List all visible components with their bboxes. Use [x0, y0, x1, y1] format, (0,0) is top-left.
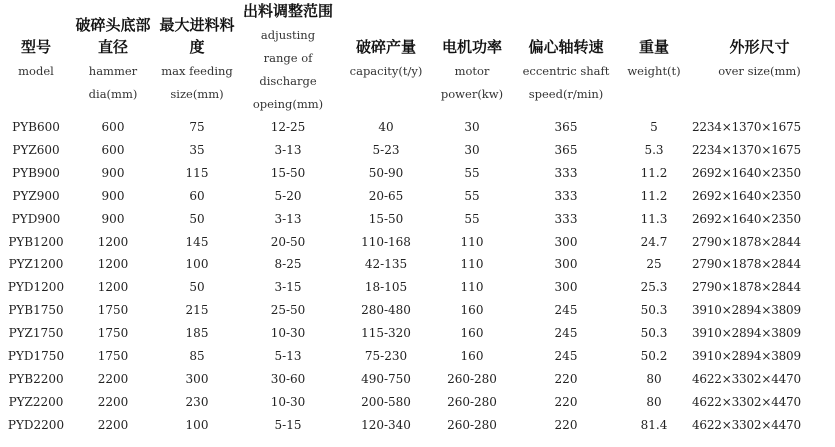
cell-max-feeding: 60	[189, 188, 205, 203]
cell-hammer-dia: 1750	[97, 303, 129, 318]
cell-hammer-dia: 1750	[97, 349, 129, 364]
cell-shaft-speed: 365	[554, 142, 578, 157]
cell-model: PYB1200	[8, 234, 64, 249]
table-row	[0, 208, 835, 231]
header-motor-power-en: motor power(kw)	[440, 64, 504, 101]
cell-shaft-speed: 333	[554, 211, 578, 226]
cell-discharge-range: 3-13	[274, 211, 302, 226]
cell-model: PYD1200	[7, 280, 65, 295]
cell-model: PYZ600	[12, 142, 60, 157]
cell-max-feeding: 215	[185, 303, 209, 318]
table-row	[0, 276, 835, 299]
header-weight-en: weight(t)	[627, 64, 681, 78]
cell-motor-power: 30	[464, 142, 480, 157]
cell-max-feeding: 50	[189, 211, 205, 226]
cell-discharge-range: 20-50	[270, 234, 306, 249]
cell-capacity: 15-50	[368, 211, 404, 226]
cell-motor-power: 110	[460, 234, 484, 249]
cell-weight: 80	[646, 371, 662, 386]
cell-motor-power: 55	[464, 165, 480, 180]
cell-max-feeding: 35	[189, 142, 205, 157]
cell-max-feeding: 85	[189, 349, 205, 364]
table-row	[0, 139, 835, 162]
cell-model: PYB2200	[8, 371, 64, 386]
cell-hammer-dia: 1750	[97, 326, 129, 341]
cell-discharge-range: 10-30	[270, 326, 306, 341]
header-max-feeding-cn: 最大进料料 度	[159, 16, 235, 56]
cell-shaft-speed: 300	[554, 280, 578, 295]
cell-hammer-dia: 2200	[97, 394, 129, 409]
cell-over-size: 2692×1640×2350	[692, 211, 801, 226]
cell-over-size: 2234×1370×1675	[692, 120, 801, 134]
cell-model: PYZ1200	[8, 257, 64, 272]
cell-capacity: 20-65	[368, 188, 404, 203]
cell-weight: 80	[646, 394, 662, 409]
cell-weight: 81.4	[640, 417, 668, 432]
header-capacity-cn: 破碎产量	[355, 38, 416, 56]
header-model-en: model	[18, 64, 54, 78]
cell-capacity: 490-750	[361, 371, 411, 386]
header-hammer-dia-cn: 破碎头底部 直径	[75, 16, 151, 56]
cell-model: PYZ1750	[8, 326, 64, 341]
table-row	[0, 162, 835, 185]
cell-over-size: 4622×3302×4470	[692, 394, 801, 409]
cell-max-feeding: 115	[185, 165, 209, 180]
cell-shaft-speed: 300	[554, 234, 578, 249]
cell-discharge-range: 15-50	[270, 165, 306, 180]
cell-max-feeding: 75	[189, 120, 205, 134]
cell-model: PYZ2200	[8, 394, 64, 409]
cell-capacity: 200-580	[361, 394, 411, 409]
cell-weight: 50.3	[640, 326, 668, 341]
cell-hammer-dia: 2200	[97, 371, 129, 386]
header-capacity-en: capacity(t/y)	[349, 64, 423, 78]
cell-shaft-speed: 245	[554, 326, 578, 341]
header-discharge-range	[240, 0, 336, 116]
table-row	[0, 299, 835, 322]
header-capacity	[336, 0, 436, 116]
cell-weight: 25	[646, 257, 662, 272]
cell-capacity: 75-230	[364, 349, 408, 364]
cell-hammer-dia: 900	[101, 211, 125, 226]
cell-motor-power: 260-280	[447, 394, 497, 409]
cell-discharge-range: 5-13	[274, 349, 302, 364]
header-over-size-cn: 外形尺寸	[729, 38, 790, 56]
cell-over-size: 2234×1370×1675	[692, 142, 801, 157]
cell-hammer-dia: 1200	[97, 257, 129, 272]
cell-shaft-speed: 245	[554, 349, 578, 364]
cell-max-feeding: 230	[185, 394, 209, 409]
cell-shaft-speed: 220	[554, 394, 578, 409]
table-row	[0, 345, 835, 368]
cell-motor-power: 160	[460, 349, 484, 364]
header-discharge-range-en: adjusting range of discharge opeing(mm)	[252, 28, 324, 111]
spec-table-body	[0, 116, 835, 437]
header-shaft-speed-cn: 偏心轴转速	[528, 38, 604, 56]
header-max-feeding-en: max feeding size(mm)	[161, 64, 233, 101]
cell-shaft-speed: 333	[554, 188, 578, 203]
cell-over-size: 3910×2894×3809	[692, 349, 801, 364]
table-row	[0, 116, 835, 139]
cell-over-size: 3910×2894×3809	[692, 303, 801, 318]
cell-capacity: 115-320	[361, 326, 411, 341]
cell-weight: 50.2	[640, 349, 668, 364]
cell-discharge-range: 12-25	[270, 120, 306, 134]
cell-over-size: 2692×1640×2350	[692, 165, 801, 180]
cell-motor-power: 55	[464, 211, 480, 226]
cell-shaft-speed: 333	[554, 165, 578, 180]
cell-over-size: 4622×3302×4470	[692, 371, 801, 386]
header-discharge-range-cn: 出料调整范围	[242, 2, 333, 20]
cell-over-size: 4622×3302×4470	[692, 417, 801, 432]
header-weight-cn: 重量	[638, 38, 669, 56]
table-row	[0, 253, 835, 276]
cell-over-size: 2790×1878×2844	[692, 257, 801, 272]
cell-hammer-dia: 900	[101, 165, 125, 180]
cell-weight: 5.3	[644, 142, 664, 157]
cell-hammer-dia: 1200	[97, 280, 129, 295]
cell-discharge-range: 3-13	[274, 142, 302, 157]
cell-motor-power: 160	[460, 303, 484, 318]
cell-motor-power: 110	[460, 257, 484, 272]
cell-weight: 50.3	[640, 303, 668, 318]
cell-hammer-dia: 600	[101, 142, 125, 157]
cell-over-size: 2790×1878×2844	[692, 280, 801, 295]
cell-discharge-range: 3-15	[274, 280, 302, 295]
cell-over-size: 3910×2894×3809	[692, 326, 801, 341]
cell-discharge-range: 25-50	[270, 303, 306, 318]
cell-hammer-dia: 900	[101, 188, 125, 203]
cell-discharge-range: 8-25	[274, 257, 302, 272]
header-model	[0, 0, 72, 116]
header-motor-power	[436, 0, 508, 116]
header-weight	[624, 0, 684, 116]
cell-discharge-range: 5-15	[274, 417, 302, 432]
cell-hammer-dia: 600	[101, 120, 125, 134]
cell-weight: 11.2	[640, 165, 668, 180]
cell-model: PYZ900	[12, 188, 60, 203]
cell-capacity: 5-23	[372, 142, 400, 157]
cell-capacity: 18-105	[364, 280, 408, 295]
header-over-size	[684, 0, 835, 116]
header-row	[0, 0, 835, 116]
cell-motor-power: 55	[464, 188, 480, 203]
cell-model: PYB1750	[8, 303, 64, 318]
cell-max-feeding: 100	[185, 417, 209, 432]
cell-capacity: 110-168	[361, 234, 411, 249]
cell-model: PYB600	[12, 120, 60, 134]
cell-over-size: 2790×1878×2844	[692, 234, 801, 249]
cell-shaft-speed: 300	[554, 257, 578, 272]
header-hammer-dia-en: hammer dia(mm)	[88, 64, 138, 101]
cell-capacity: 120-340	[361, 417, 411, 432]
cell-max-feeding: 50	[189, 280, 205, 295]
cell-discharge-range: 5-20	[274, 188, 302, 203]
header-shaft-speed	[508, 0, 624, 116]
cell-hammer-dia: 1200	[97, 234, 129, 249]
cell-motor-power: 260-280	[447, 371, 497, 386]
cell-max-feeding: 300	[185, 371, 209, 386]
cell-max-feeding: 185	[185, 326, 209, 341]
header-over-size-en: over size(mm)	[718, 64, 801, 78]
cell-max-feeding: 145	[185, 234, 209, 249]
header-shaft-speed-en: eccentric shaft speed(r/min)	[522, 64, 610, 101]
header-motor-power-cn: 电机功率	[441, 38, 502, 56]
table-row	[0, 414, 835, 437]
cell-hammer-dia: 2200	[97, 417, 129, 432]
cell-max-feeding: 100	[185, 257, 209, 272]
cell-motor-power: 110	[460, 280, 484, 295]
cell-model: PYD1750	[7, 349, 65, 364]
table-row	[0, 368, 835, 391]
cell-model: PYB900	[12, 165, 60, 180]
table-row	[0, 391, 835, 414]
header-model-cn: 型号	[20, 38, 51, 56]
cell-capacity: 280-480	[361, 303, 411, 318]
cell-weight: 5	[650, 120, 658, 134]
cell-discharge-range: 10-30	[270, 394, 306, 409]
cell-model: PYD900	[11, 211, 61, 226]
cell-over-size: 2692×1640×2350	[692, 188, 801, 203]
cell-capacity: 40	[378, 120, 394, 134]
table-row	[0, 322, 835, 345]
cell-weight: 25.3	[640, 280, 668, 295]
cell-shaft-speed: 220	[554, 417, 578, 432]
cell-weight: 24.7	[640, 234, 668, 249]
table-row	[0, 185, 835, 208]
cell-shaft-speed: 245	[554, 303, 578, 318]
cell-motor-power: 260-280	[447, 417, 497, 432]
table-row	[0, 231, 835, 254]
cell-motor-power: 160	[460, 326, 484, 341]
cell-discharge-range: 30-60	[270, 371, 306, 386]
header-max-feeding	[154, 0, 240, 116]
cell-motor-power: 30	[464, 120, 480, 134]
cell-weight: 11.2	[640, 188, 668, 203]
cell-weight: 11.3	[640, 211, 668, 226]
cell-shaft-speed: 365	[554, 120, 578, 134]
header-hammer-dia	[72, 0, 154, 116]
cell-capacity: 42-135	[364, 257, 408, 272]
cell-capacity: 50-90	[368, 165, 404, 180]
cell-shaft-speed: 220	[554, 371, 578, 386]
cell-model: PYD2200	[7, 417, 65, 432]
